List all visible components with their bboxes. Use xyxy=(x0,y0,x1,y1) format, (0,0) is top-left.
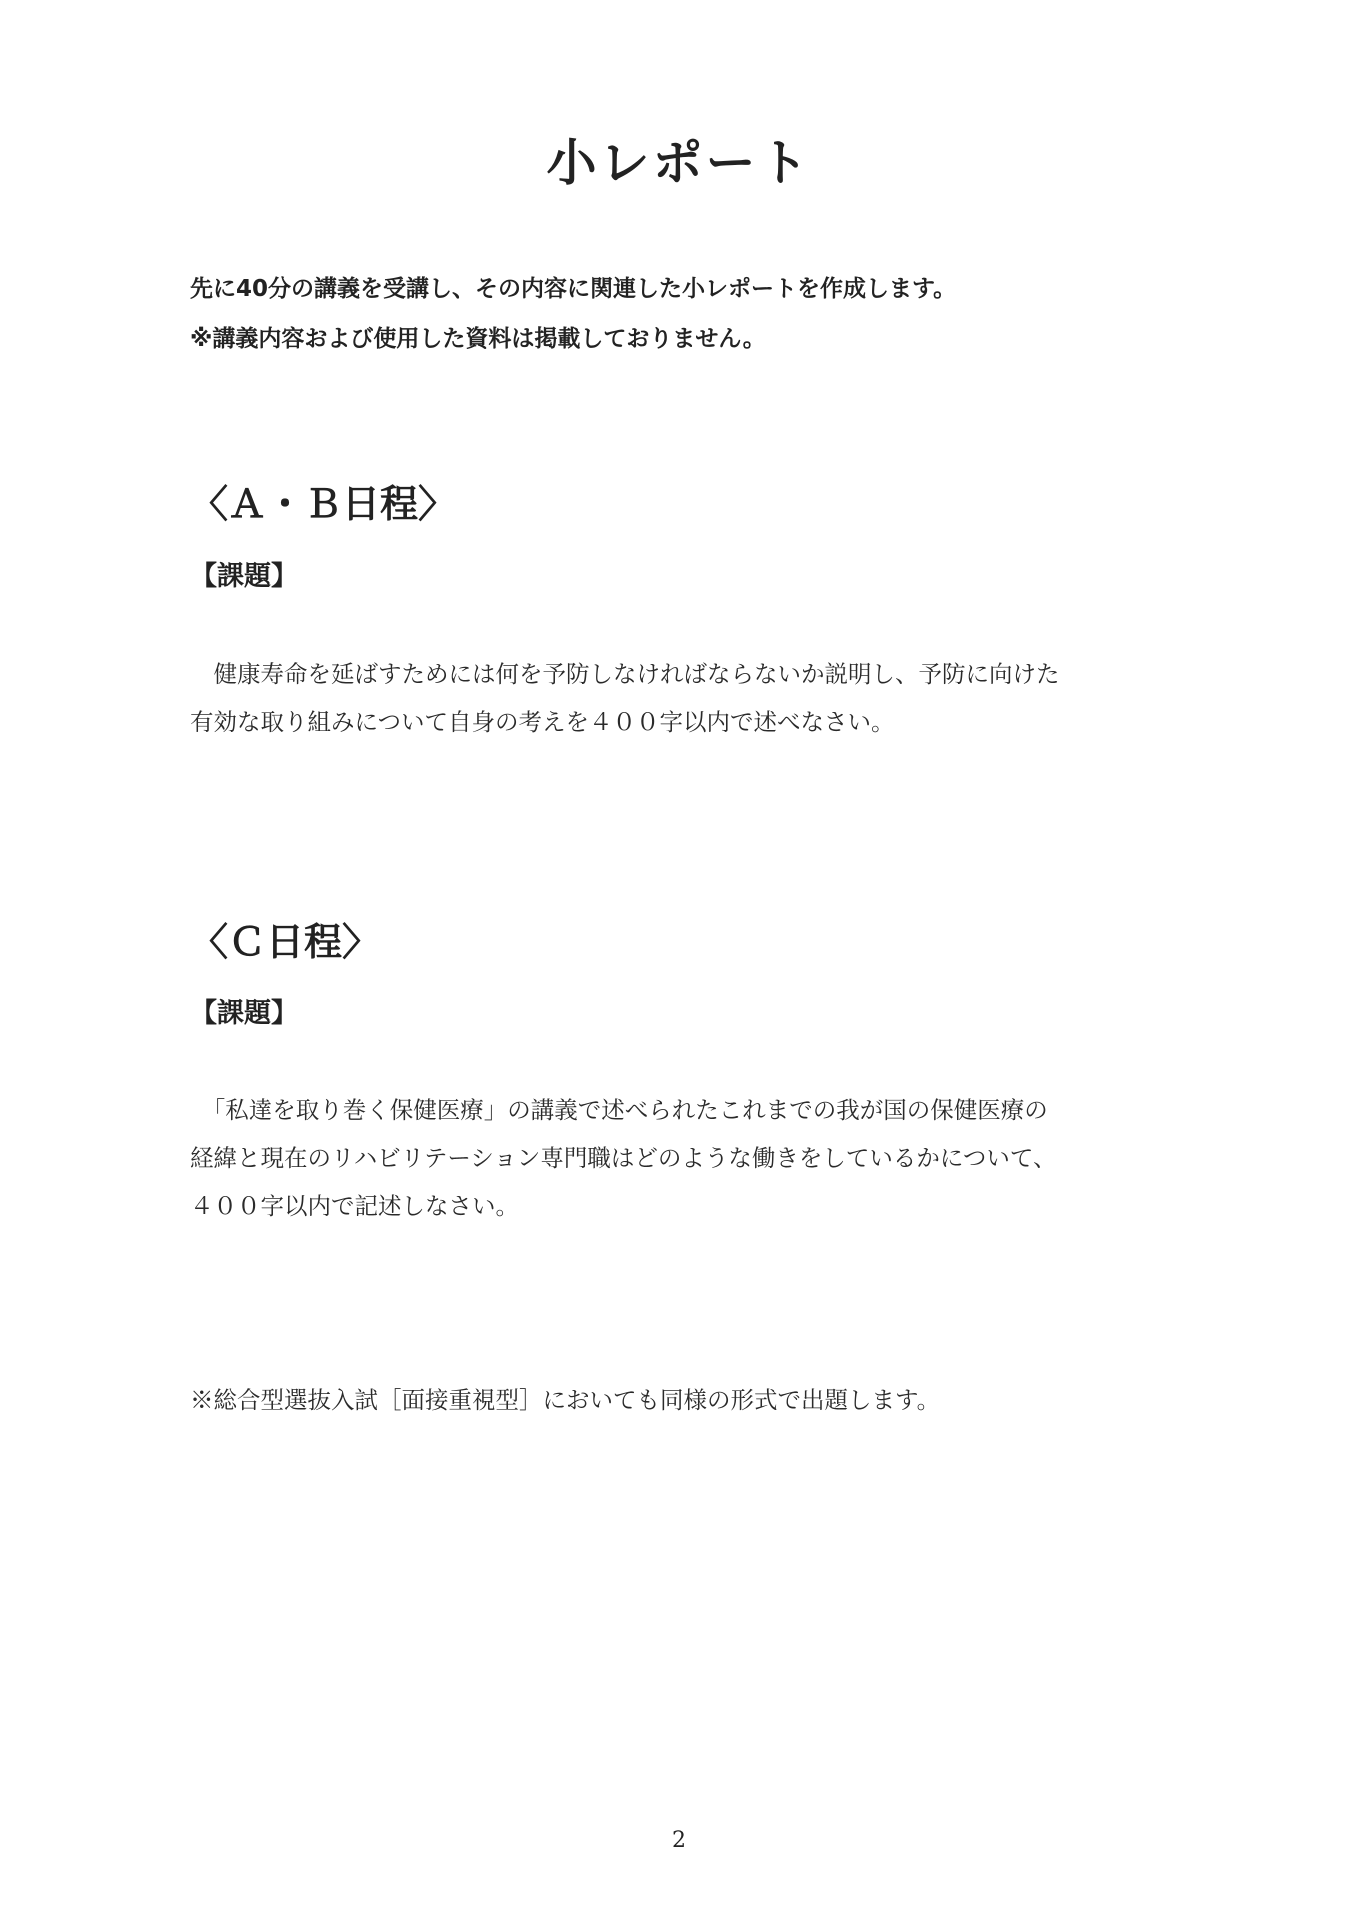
page-number: 2 xyxy=(672,1828,686,1853)
section-c-heading: 〈Ｃ日程〉 xyxy=(190,920,381,964)
section-c-line-2: 経緯と現在のリハビリテーション専門職はどのような働きをしているかについて、 xyxy=(190,1144,1057,1172)
section-ab-line-2: 有効な取り組みについて自身の考えを４００字以内で述べなさい。 xyxy=(190,708,895,736)
section-c-line-1: 「私達を取り巻く保健医療」の講義で述べられたこれまでの我が国の保健医療の xyxy=(190,1096,1048,1124)
intro-line-1: 先に40分の講義を受講し、その内容に関連した小レポートを作成します。 xyxy=(190,276,957,302)
page-title: 小レポート xyxy=(546,134,812,192)
section-ab-task-text xyxy=(190,650,1180,746)
intro-line-2: ※講義内容および使用した資料は掲載しておりません。 xyxy=(190,326,766,352)
section-c-line-3: ４００字以内で記述しなさい。 xyxy=(190,1192,519,1220)
intro-text xyxy=(190,264,1190,364)
section-ab-line-1: 健康寿命を延ばすためには何を予防しなければならないか説明し、予防に向けた xyxy=(190,660,1060,688)
footnote: ※総合型選抜入試［面接重視型］においても同様の形式で出題します。 xyxy=(190,1386,941,1414)
section-ab-task-label: 【課題】 xyxy=(190,561,298,592)
section-c-task-label: 【課題】 xyxy=(190,998,298,1029)
section-ab-heading: 〈Ａ・Ｂ日程〉 xyxy=(190,482,457,526)
section-c-task-text xyxy=(190,1086,1180,1230)
